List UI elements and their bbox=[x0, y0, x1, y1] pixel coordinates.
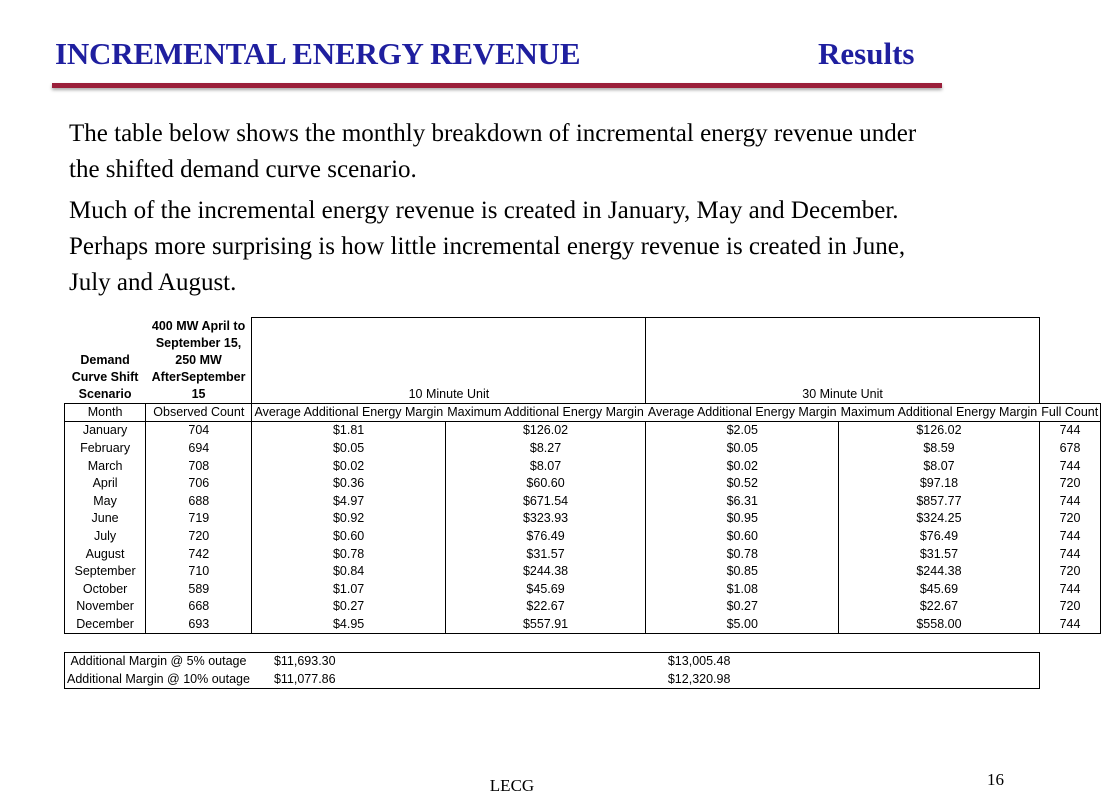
summary-value-10: $11,077.86 bbox=[252, 670, 646, 688]
month-cell: December bbox=[65, 616, 146, 634]
table-row bbox=[65, 598, 1101, 616]
avg-margin-30-cell: $2.05 bbox=[646, 422, 839, 440]
summary-value-10: $11,693.30 bbox=[252, 652, 646, 670]
full-count-cell: 720 bbox=[1039, 510, 1100, 528]
observed-count-cell: 668 bbox=[146, 598, 252, 616]
observed-count-cell: 589 bbox=[146, 580, 252, 598]
max-margin-30-cell: $31.57 bbox=[839, 545, 1040, 563]
max-margin-30-cell: $126.02 bbox=[839, 422, 1040, 440]
full-count-cell: 720 bbox=[1039, 563, 1100, 581]
max-margin-30-cell: $76.49 bbox=[839, 528, 1040, 546]
avg-margin-10-cell: $0.02 bbox=[252, 457, 445, 475]
avg-margin-30-cell: $0.52 bbox=[646, 475, 839, 493]
avg-margin-30-cell: $0.85 bbox=[646, 563, 839, 581]
observed-count-cell: 742 bbox=[146, 545, 252, 563]
observed-count-cell: 719 bbox=[146, 510, 252, 528]
unit-30-header: 30 Minute Unit bbox=[646, 318, 1039, 404]
table-row bbox=[65, 528, 1101, 546]
table-row bbox=[65, 616, 1101, 634]
avg-margin-10-cell: $0.78 bbox=[252, 545, 445, 563]
full-count-cell: 720 bbox=[1039, 598, 1100, 616]
footer-label: LECG bbox=[489, 776, 535, 795]
observed-count-cell: 706 bbox=[146, 475, 252, 493]
avg-margin-10-cell: $0.92 bbox=[252, 510, 445, 528]
max-margin-30-cell: $8.59 bbox=[839, 440, 1040, 458]
avg-margin-30-cell: $0.27 bbox=[646, 598, 839, 616]
month-cell: October bbox=[65, 580, 146, 598]
table-row bbox=[65, 580, 1101, 598]
max-margin-30-cell: $857.77 bbox=[839, 492, 1040, 510]
full-count-cell: 678 bbox=[1039, 440, 1100, 458]
observed-count-cell: 688 bbox=[146, 492, 252, 510]
max-margin-30-cell: $22.67 bbox=[839, 598, 1040, 616]
table-row bbox=[65, 440, 1101, 458]
avg-margin-30-cell: $0.60 bbox=[646, 528, 839, 546]
avg-margin-30-cell: $0.78 bbox=[646, 545, 839, 563]
avg-margin-10-cell: $0.84 bbox=[252, 563, 445, 581]
revenue-table bbox=[64, 317, 1101, 689]
table-row bbox=[65, 457, 1101, 475]
month-cell: February bbox=[65, 440, 146, 458]
summary-label: Additional Margin @ 10% outage bbox=[65, 670, 252, 688]
avg-margin-30-cell: $6.31 bbox=[646, 492, 839, 510]
avg-margin-10-cell: $0.36 bbox=[252, 475, 445, 493]
table-row bbox=[65, 563, 1101, 581]
full-count-cell: 744 bbox=[1039, 580, 1100, 598]
max-margin-30-cell: $558.00 bbox=[839, 616, 1040, 634]
max-margin-10-cell: $126.02 bbox=[445, 422, 646, 440]
month-cell: March bbox=[65, 457, 146, 475]
header-row-scenario bbox=[65, 318, 1101, 404]
avg-margin-30-cell: $0.02 bbox=[646, 457, 839, 475]
max-margin-30-cell: $8.07 bbox=[839, 457, 1040, 475]
month-cell: September bbox=[65, 563, 146, 581]
observed-count-cell: 693 bbox=[146, 616, 252, 634]
avg-margin-30-cell: $1.08 bbox=[646, 580, 839, 598]
avg-margin-10-cell: $1.07 bbox=[252, 580, 445, 598]
avg-margin-10-cell: $0.27 bbox=[252, 598, 445, 616]
full-count-cell: 744 bbox=[1039, 457, 1100, 475]
full-count-cell: 744 bbox=[1039, 492, 1100, 510]
title-divider bbox=[52, 83, 942, 88]
month-cell: January bbox=[65, 422, 146, 440]
table-row bbox=[65, 545, 1101, 563]
table-row bbox=[65, 510, 1101, 528]
month-cell: May bbox=[65, 492, 146, 510]
col-header-month: Month bbox=[65, 403, 146, 422]
avg-margin-30-cell: $0.05 bbox=[646, 440, 839, 458]
table-row bbox=[65, 475, 1101, 493]
avg-margin-10-cell: $0.05 bbox=[252, 440, 445, 458]
avg-margin-10-cell: $4.95 bbox=[252, 616, 445, 634]
full-count-cell: 744 bbox=[1039, 545, 1100, 563]
intro-paragraph: The table below shows the monthly breakdown of incremental energy revenue under the shifted demand curve scenario. bbox=[69, 120, 917, 183]
avg-margin-30-cell: $0.95 bbox=[646, 510, 839, 528]
unit-10-header: 10 Minute Unit bbox=[252, 318, 646, 404]
max-margin-10-cell: $671.54 bbox=[445, 492, 646, 510]
observation-paragraph: Much of the incremental energy revenue is created in January, May and December. Perhaps more surprising is how little incremental energy revenue is created in June, July and August. bbox=[69, 197, 906, 296]
max-margin-30-cell: $45.69 bbox=[839, 580, 1040, 598]
summary-label: Additional Margin @ 5% outage bbox=[65, 652, 252, 670]
max-margin-10-cell: $45.69 bbox=[445, 580, 646, 598]
scenario-detail: 400 MW April to September 15, 250 MW AfterSeptember 15 bbox=[151, 318, 246, 401]
avg-margin-10-cell: $4.97 bbox=[252, 492, 445, 510]
table-row bbox=[65, 492, 1101, 510]
max-margin-30-cell: $97.18 bbox=[839, 475, 1040, 493]
avg-margin-10-cell: $0.60 bbox=[252, 528, 445, 546]
avg-margin-10-cell: $1.81 bbox=[252, 422, 445, 440]
month-cell: April bbox=[65, 475, 146, 493]
col-header-observed: Observed Count bbox=[146, 403, 252, 422]
max-margin-10-cell: $8.27 bbox=[445, 440, 646, 458]
col-header-max-10: Maximum Additional Energy Margin bbox=[445, 403, 646, 422]
month-cell: July bbox=[65, 528, 146, 546]
full-count-cell: 744 bbox=[1039, 616, 1100, 634]
max-margin-10-cell: $31.57 bbox=[445, 545, 646, 563]
header-row-columns bbox=[65, 403, 1101, 422]
observed-count-cell: 708 bbox=[146, 457, 252, 475]
max-margin-10-cell: $244.38 bbox=[445, 563, 646, 581]
col-header-max-30: Maximum Additional Energy Margin bbox=[839, 403, 1040, 422]
max-margin-10-cell: $60.60 bbox=[445, 475, 646, 493]
page-number: 16 bbox=[987, 770, 1004, 789]
summary-row bbox=[65, 670, 1101, 688]
max-margin-10-cell: $76.49 bbox=[445, 528, 646, 546]
max-margin-10-cell: $557.91 bbox=[445, 616, 646, 634]
col-header-full-count: Full Count bbox=[1039, 403, 1100, 422]
scenario-label: Demand Curve Shift Scenario bbox=[71, 352, 139, 401]
revenue-grid bbox=[64, 317, 1101, 689]
section-label: Results bbox=[818, 36, 915, 71]
max-margin-30-cell: $244.38 bbox=[839, 563, 1040, 581]
month-cell: August bbox=[65, 545, 146, 563]
max-margin-10-cell: $22.67 bbox=[445, 598, 646, 616]
slide-title: INCREMENTAL ENERGY REVENUE bbox=[55, 36, 581, 71]
max-margin-30-cell: $324.25 bbox=[839, 510, 1040, 528]
summary-value-30: $12,320.98 bbox=[646, 670, 1039, 688]
max-margin-10-cell: $8.07 bbox=[445, 457, 646, 475]
table-body bbox=[65, 422, 1101, 634]
observed-count-cell: 704 bbox=[146, 422, 252, 440]
observed-count-cell: 720 bbox=[146, 528, 252, 546]
summary-row bbox=[65, 652, 1101, 670]
max-margin-10-cell: $323.93 bbox=[445, 510, 646, 528]
full-count-cell: 720 bbox=[1039, 475, 1100, 493]
avg-margin-30-cell: $5.00 bbox=[646, 616, 839, 634]
observed-count-cell: 694 bbox=[146, 440, 252, 458]
full-count-cell: 744 bbox=[1039, 528, 1100, 546]
full-count-cell: 744 bbox=[1039, 422, 1100, 440]
table-row bbox=[65, 422, 1101, 440]
month-cell: June bbox=[65, 510, 146, 528]
col-header-avg-10: Average Additional Energy Margin bbox=[252, 403, 445, 422]
col-header-avg-30: Average Additional Energy Margin bbox=[646, 403, 839, 422]
summary-value-30: $13,005.48 bbox=[646, 652, 1039, 670]
observed-count-cell: 710 bbox=[146, 563, 252, 581]
month-cell: November bbox=[65, 598, 146, 616]
